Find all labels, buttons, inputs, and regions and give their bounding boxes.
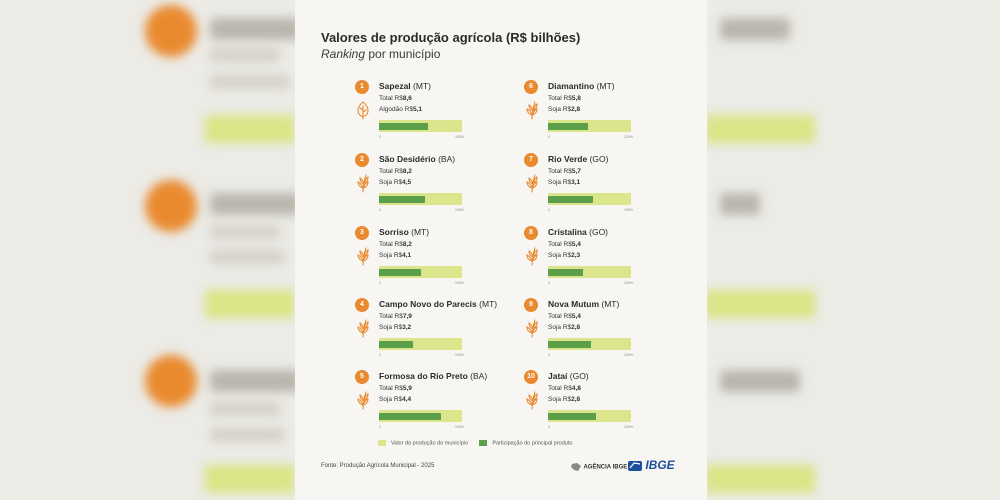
total-value: 5,4 [571,241,581,248]
municipality-name [379,371,487,381]
total-line [379,168,412,175]
product-label: Soja R$ [548,179,572,186]
subtitle-rest: por município [365,47,441,61]
tick-label-min: 0 [548,281,550,285]
product-label: Algodão R$ [379,106,413,113]
municipality-label: Formosa do Rio Preto [379,371,468,381]
total-line [548,95,581,102]
share-bar [379,196,425,203]
total-value: 8,6 [402,95,412,102]
total-bar [548,266,631,278]
tick-label-min: 0 [379,281,381,285]
soy-icon [355,318,371,338]
product-label: Soja R$ [379,179,403,186]
municipality-name [379,154,455,164]
total-value: 5,9 [402,385,412,392]
municipality-label: São Desidério [379,154,436,164]
ibge-logo-text: IBGE [645,458,675,472]
state-label: (BA) [438,154,456,164]
tick-label-max: 100% [624,353,633,357]
rank-badge: 4 [355,298,369,312]
municipality-name [548,227,608,237]
rank-badge: 7 [524,153,538,167]
municipality-label: Nova Mutum [548,299,599,309]
share-bar [548,269,583,276]
share-bar [379,341,413,348]
total-line [379,241,412,248]
rank-badge: 6 [524,80,538,94]
legend-label-share: Participação do principal produto [492,440,573,447]
product-label: Soja R$ [548,252,572,259]
municipality-label: Rio Verde [548,154,588,164]
ranking-item [524,224,694,294]
background-text [210,402,280,416]
subtitle-italic: Ranking [321,47,366,61]
total-label: Total R$ [548,95,572,102]
municipality-name [548,154,608,164]
state-label: (MT) [596,81,615,91]
ranking-item [524,78,694,148]
ranking-item [355,224,525,294]
tick-label-max: 100% [455,353,464,357]
soy-icon [524,246,540,266]
share-bar [379,413,441,420]
tick-label-max: 100% [455,135,464,139]
rank-badge: 3 [355,226,369,240]
total-value: 7,9 [402,313,412,320]
background-text [210,250,285,264]
ranking-item [355,368,525,438]
share-bar [548,341,591,348]
background-text [720,193,760,215]
legend [378,440,572,446]
background-text [210,75,290,89]
soy-icon [355,246,371,266]
product-value: 3,1 [571,179,581,186]
municipality-name [379,299,497,309]
state-label: (GO) [589,227,609,237]
agencia-ibge-logo [570,462,627,472]
share-bar [548,196,593,203]
tick-label-min: 0 [548,425,550,429]
soy-icon [524,390,540,410]
tick-label-max: 100% [624,135,633,139]
rank-badge: 2 [355,153,369,167]
product-value: 2,8 [571,324,581,331]
background-bar [705,115,815,143]
total-bar [548,338,631,350]
tick-label-min: 0 [379,425,381,429]
product-label: Soja R$ [548,396,572,403]
state-label: (MT) [411,227,430,237]
total-value: 8,2 [402,168,412,175]
background-text [210,370,300,392]
municipality-label: Sorriso [379,227,409,237]
tick-label-max: 100% [455,281,464,285]
municipality-label: Cristalina [548,227,587,237]
soy-icon [355,173,371,193]
total-value: 5,7 [571,168,581,175]
background-circle [145,180,197,232]
total-value: 5,8 [571,95,581,102]
rank-badge: 9 [524,298,538,312]
share-bar [548,123,588,130]
product-label: Soja R$ [379,252,403,259]
background-text [210,18,300,40]
product-value: 2,8 [571,106,581,113]
total-line [548,168,581,175]
product-label: Soja R$ [548,106,572,113]
tick-label-min: 0 [379,353,381,357]
background-text [720,370,800,392]
share-bar [379,269,421,276]
total-bar [548,193,631,205]
background-text [210,225,280,239]
product-line [379,252,411,259]
state-label: (GO) [569,371,589,381]
background-bar [205,290,295,318]
tick-label-max: 100% [624,208,633,212]
product-value: 4,4 [402,396,412,403]
total-label: Total R$ [548,313,572,320]
total-line [379,95,412,102]
cotton-icon [355,100,371,120]
total-label: Total R$ [548,385,572,392]
tick-label-min: 0 [548,353,550,357]
product-line [548,106,580,113]
tick-label-max: 100% [455,425,464,429]
tick-label-max: 100% [624,425,633,429]
chart-subtitle [321,47,440,61]
soy-icon [524,318,540,338]
rank-badge: 5 [355,370,369,384]
background-bar [705,290,815,318]
municipality-name [379,227,429,237]
background-bar [705,465,815,493]
product-line [548,179,580,186]
total-label: Total R$ [379,313,403,320]
product-line [548,252,580,259]
share-bar [379,123,428,130]
background-text [210,428,285,442]
total-label: Total R$ [379,168,403,175]
ibge-logo [628,458,675,472]
municipality-label: Sapezal [379,81,411,91]
tick-label-min: 0 [548,208,550,212]
total-value: 5,4 [571,313,581,320]
total-bar [548,410,631,422]
background-bar [205,115,295,143]
product-value: 3,2 [402,324,412,331]
soy-icon [355,390,371,410]
ranking-item [355,78,525,148]
background-circle [145,5,197,57]
state-label: (MT) [413,81,431,91]
total-bar [379,266,462,278]
background-bar [205,465,295,493]
rank-badge: 10 [524,370,538,384]
state-label: (GO) [589,154,609,164]
ranking-item [355,296,525,366]
product-line [379,106,422,113]
total-value: 8,2 [402,241,412,248]
product-value: 4,5 [402,179,412,186]
tick-label-max: 100% [455,208,464,212]
legend-swatch-total [378,440,386,446]
total-line [548,241,581,248]
total-bar [379,410,462,422]
municipality-name [548,81,615,91]
product-line [379,396,411,403]
background-text [720,18,790,40]
product-line [379,179,411,186]
product-value: 5,1 [412,106,423,113]
background-circle [145,355,197,407]
total-value: 4,8 [571,385,581,392]
tick-label-min: 0 [548,135,550,139]
total-label: Total R$ [548,168,572,175]
product-label: Soja R$ [379,324,403,331]
tick-label-min: 0 [379,135,381,139]
total-bar [379,120,462,132]
ranking-item [524,296,694,366]
product-label: Soja R$ [548,324,572,331]
product-value: 2,8 [571,396,581,403]
total-bar [379,338,462,350]
legend-label-total: Valor da produção do município [391,440,469,447]
background-text [210,193,300,215]
ranking-item [524,151,694,221]
total-bar [548,120,631,132]
share-bar [548,413,596,420]
state-label: (BA) [470,371,488,381]
rank-badge: 8 [524,226,538,240]
product-line [548,396,580,403]
background-text [210,48,280,62]
product-value: 2,3 [571,252,581,259]
ranking-item [355,151,525,221]
soy-icon [524,173,540,193]
state-label: (MT) [479,299,498,309]
product-value: 4,1 [402,252,412,259]
ibge-emblem-icon [628,460,642,472]
ranking-item [524,368,694,438]
state-label: (MT) [601,299,620,309]
municipality-name [548,299,619,309]
tick-label-min: 0 [379,208,381,212]
total-line [379,385,412,392]
total-line [548,313,581,320]
total-label: Total R$ [379,241,403,248]
total-label: Total R$ [548,241,572,248]
tick-label-max: 100% [624,281,633,285]
total-label: Total R$ [379,95,403,102]
rank-badge: 1 [355,80,369,94]
product-line [548,324,580,331]
total-bar [379,193,462,205]
soy-icon [524,100,540,120]
municipality-label: Jataí [548,371,568,381]
product-line [379,324,411,331]
municipality-name [379,81,431,91]
municipality-label: Campo Novo do Parecis [379,299,477,309]
municipality-name [548,371,589,381]
brazil-map-icon [570,462,582,472]
total-line [379,313,412,320]
agencia-logo-text: AGÊNCIA IBGE [583,464,628,471]
total-label: Total R$ [379,385,403,392]
municipality-label: Diamantino [548,81,595,91]
total-line [548,385,581,392]
legend-swatch-share [479,440,487,446]
chart-title: Valores de produção agrícola (R$ bilhões) [321,30,581,45]
source-note: Fonte: Produção Agrícola Municipal - 2025 [321,463,435,469]
product-label: Soja R$ [379,396,403,403]
